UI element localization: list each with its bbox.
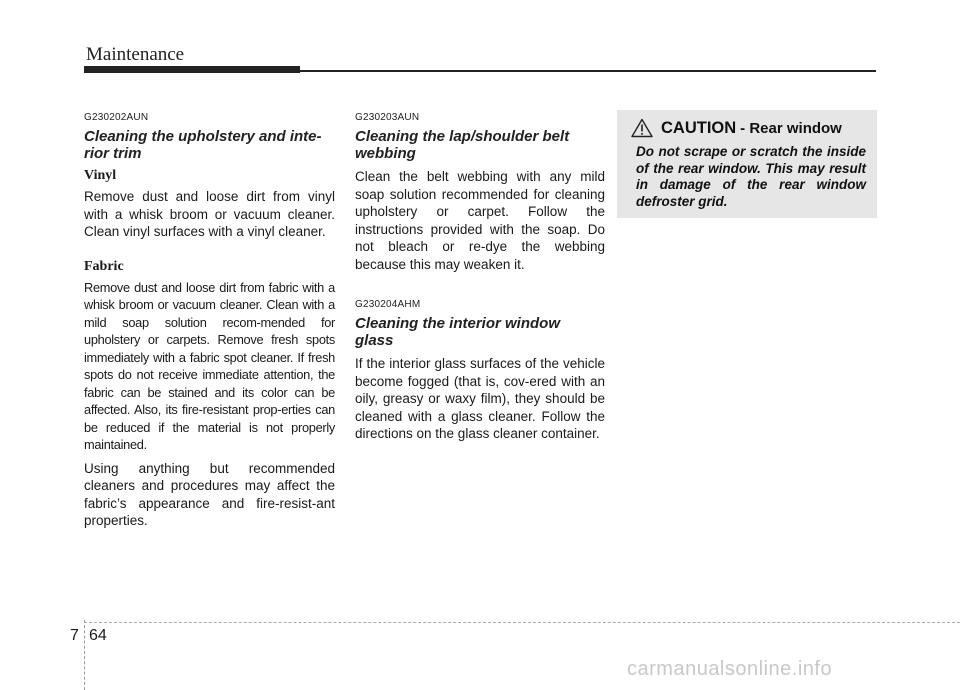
heading-line: Cleaning the interior window [355,315,561,332]
left-column [84,112,335,536]
caution-title: CAUTION [661,118,737,137]
page-number: 64 [89,627,107,644]
section-code: G230202AUN [84,112,149,123]
heading-line: Cleaning the lap/shoulder belt [355,128,570,145]
fabric-paragraph: Remove dust and loose dirt from fabric with a whisk broom or vacuum cleaner. Clean with a mild soap solution recom-mended for upholstery or carpets. Remove fresh spots immediately with a fabric spot cleaner. If fresh spots do not receive immediate attention, the fabric can be stained and its color can be affected. Also, its fire-resistant prop-erties can be reduced if the material is not properly maintained. [84,279,335,452]
section-heading [355,315,605,349]
watermark: carmanualsonline.info [627,658,833,680]
section-heading [355,128,605,162]
belt-paragraph: Clean the belt webbing with any mild soap solution recommended for cleaning upholstery or carpet. Follow the instructions provided with the soap. Do not bleach or re-dye the webbing because this may weaken it. [355,169,605,272]
section-code: G230203AUN [355,112,420,123]
caution-header [631,118,842,138]
header-rule [300,70,876,72]
heading-line: rior trim [84,145,142,162]
heading-line: glass [355,332,394,349]
middle-column [355,112,605,449]
header-bar [84,66,300,73]
caution-text: Do not scrape or scratch the inside of the rear window. This may result in damage of the rear window defroster grid. [636,144,866,209]
page-header-title: Maintenance [86,44,185,65]
chapter-number: 7 [70,627,79,644]
footer-rule [84,622,960,623]
footer-divider [84,620,85,690]
caution-subtitle: - Rear window [740,119,842,137]
heading-line: Cleaning the upholstery and inte- [84,128,322,145]
fabric-paragraph-2: Using anything but recommended cleaners and procedures may affect the fabric’s appearance and fire-resist-ant properties. [84,460,335,528]
fabric-subheading: Fabric [84,258,124,274]
vinyl-subheading: Vinyl [84,168,117,183]
caution-box [617,110,877,218]
glass-paragraph: If the interior glass surfaces of the vehicle become fogged (that is, cov-ered with an oily, greasy or waxy film), they should be cleaned with a glass cleaner. Follow the directions on the glass cleaner container. [355,356,605,441]
heading-line: webbing [355,145,416,162]
section-heading [84,128,335,162]
section-code: G230204AHM [355,299,421,310]
warning-triangle-icon [631,118,653,138]
vinyl-paragraph: Remove dust and loose dirt from vinyl with a whisk broom or vacuum cleaner. Clean vinyl surfaces with a vinyl cleaner. [84,189,335,239]
